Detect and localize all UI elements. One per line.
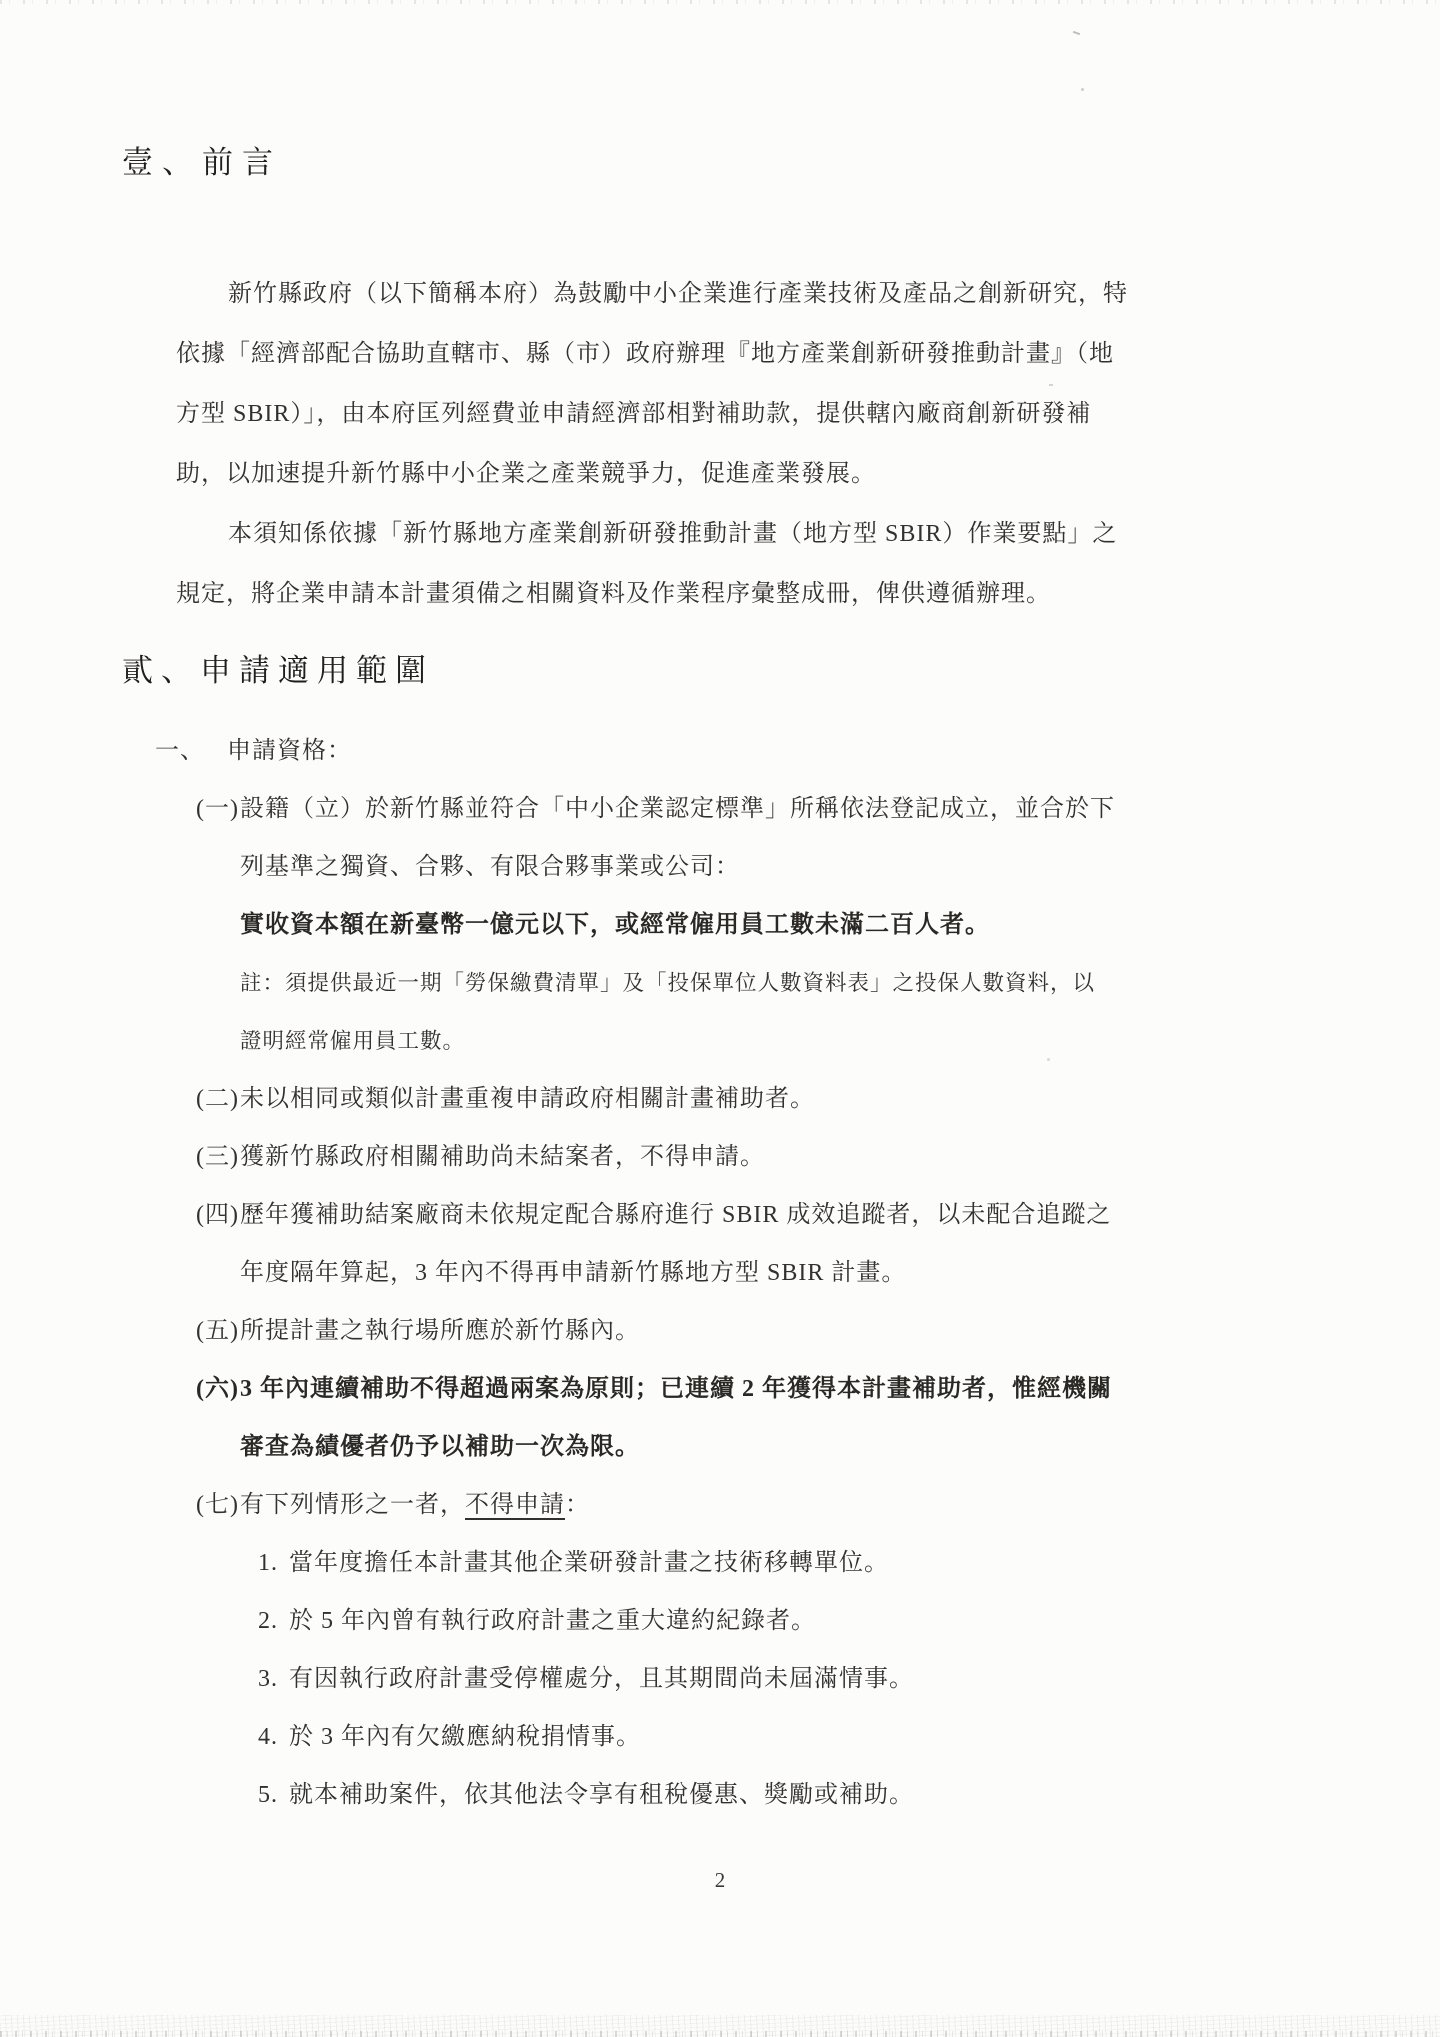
clause-1-line: 列基準之獨資、合夥、有限合夥事業或公司： <box>240 854 740 880</box>
clause-6-line <box>196 1360 1440 1418</box>
subitem-text: 於 3 年內有欠繳應納稅捐情事。 <box>289 1724 641 1750</box>
clause-1-note-line: 證明經常僱用員工數。 <box>240 1029 466 1053</box>
clause-text: 3 年內連續補助不得超過兩案為原則；已連續 2 年獲得本計畫補助者，惟經機關 <box>240 1376 1112 1402</box>
clause-text: 未以相同或類似計畫重複申請政府相關計畫補助者。 <box>240 1086 815 1112</box>
list-item-qualifications <box>155 722 1440 780</box>
clause-7-subitem <box>258 1534 1440 1592</box>
scan-noise-bottom-edge <box>0 2031 1440 2037</box>
clause-text: 設籍（立）於新竹縣並符合「中小企業認定標準」所稱依法登記成立，並合於下 <box>240 796 1115 822</box>
clause-1-line <box>196 780 1440 838</box>
clause-4-line: 年度隔年算起，3 年內不得再申請新竹縣地方型 SBIR 計畫。 <box>240 1260 907 1286</box>
subitem-text: 於 5 年內曾有執行政府計畫之重大違約紀錄者。 <box>289 1608 816 1634</box>
scan-speck <box>1081 88 1084 91</box>
clause-label: (七) <box>196 1492 239 1518</box>
subitem-text: 就本補助案件，依其他法令享有租稅優惠、獎勵或補助。 <box>289 1782 914 1808</box>
clause-1-note-line: 註：須提供最近一期「勞保繳費清單」及「投保單位人數資料表」之投保人數資料，以 <box>240 971 1096 995</box>
scan-speck <box>1049 384 1053 386</box>
clause-label: (三) <box>196 1144 239 1170</box>
clause-label: (二) <box>196 1086 239 1112</box>
clause-text: 有下列情形之一者， <box>240 1492 465 1518</box>
subitem-text: 當年度擔任本計畫其他企業研發計畫之技術移轉單位。 <box>289 1550 889 1576</box>
subitem-text: 有因執行政府計畫受停權處分，且其期間尚未屆滿情事。 <box>289 1666 914 1692</box>
clause-text: 獲新竹縣政府相關補助尚未結案者，不得申請。 <box>240 1144 765 1170</box>
clause-7-subitem <box>258 1650 1440 1708</box>
clause-label: (六) <box>196 1376 239 1402</box>
clause-7-subitem <box>258 1708 1440 1766</box>
clause-5-line <box>196 1302 1440 1360</box>
clause-text: ： <box>565 1492 590 1518</box>
clause-3-line <box>196 1128 1440 1186</box>
subitem-number: 1. <box>258 1550 278 1576</box>
preface-paragraph-line: 依據「經濟部配合協助直轄市、縣（市）政府辦理『地方產業創新研發推動計畫』（地 <box>176 341 1114 367</box>
scan-speck <box>1047 1058 1050 1061</box>
section-heading-scope: 貳、申請適用範圍 <box>122 653 434 688</box>
clause-label: (五) <box>196 1318 239 1344</box>
clause-7-line <box>196 1476 1440 1534</box>
section-heading-preface: 壹、前言 <box>122 145 282 180</box>
preface-paragraph-line: 本須知係依據「新竹縣地方產業創新研發推動計畫（地方型 SBIR）作業要點」之 <box>228 521 1118 547</box>
clause-label: (四) <box>196 1202 239 1228</box>
subitem-number: 5. <box>258 1782 278 1808</box>
subitem-number: 3. <box>258 1666 278 1692</box>
preface-paragraph-line: 方型 SBIR）」，由本府匡列經費並申請經濟部相對補助款，提供轄內廠商創新研發補 <box>176 401 1092 427</box>
clause-text: 所提計畫之執行場所應於新竹縣內。 <box>240 1318 640 1344</box>
list-item-number: 一、 <box>155 738 205 764</box>
scan-speck <box>1073 31 1080 35</box>
clause-4-line <box>196 1186 1440 1244</box>
preface-paragraph-line: 助，以加速提升新竹縣中小企業之產業競爭力，促進產業發展。 <box>176 461 876 487</box>
clause-6-line: 審查為績優者仍予以補助一次為限。 <box>240 1434 640 1460</box>
preface-paragraph-line: 規定，將企業申請本計畫須備之相關資料及作業程序彙整成冊，俾供遵循辦理。 <box>176 581 1051 607</box>
list-item-title: 申請資格： <box>227 738 352 764</box>
preface-paragraph-line: 新竹縣政府（以下簡稱本府）為鼓勵中小企業進行產業技術及產品之創新研究，特 <box>228 281 1128 307</box>
clause-text: 歷年獲補助結案廠商未依規定配合縣府進行 SBIR 成效追蹤者，以未配合追蹤之 <box>240 1202 1112 1228</box>
subitem-number: 4. <box>258 1724 278 1750</box>
page-number: 2 <box>714 1868 726 1892</box>
clause-7-subitem <box>258 1592 1440 1650</box>
clause-label: (一) <box>196 796 239 822</box>
clause-7-underlined-text: 不得申請 <box>465 1492 565 1518</box>
clause-7-subitem <box>258 1766 1440 1824</box>
clause-2-line <box>196 1070 1440 1128</box>
scan-noise-top <box>0 0 1440 4</box>
clause-1-bold-criterion: 實收資本額在新臺幣一億元以下，或經常僱用員工數未滿二百人者。 <box>240 912 990 938</box>
subitem-number: 2. <box>258 1608 278 1634</box>
